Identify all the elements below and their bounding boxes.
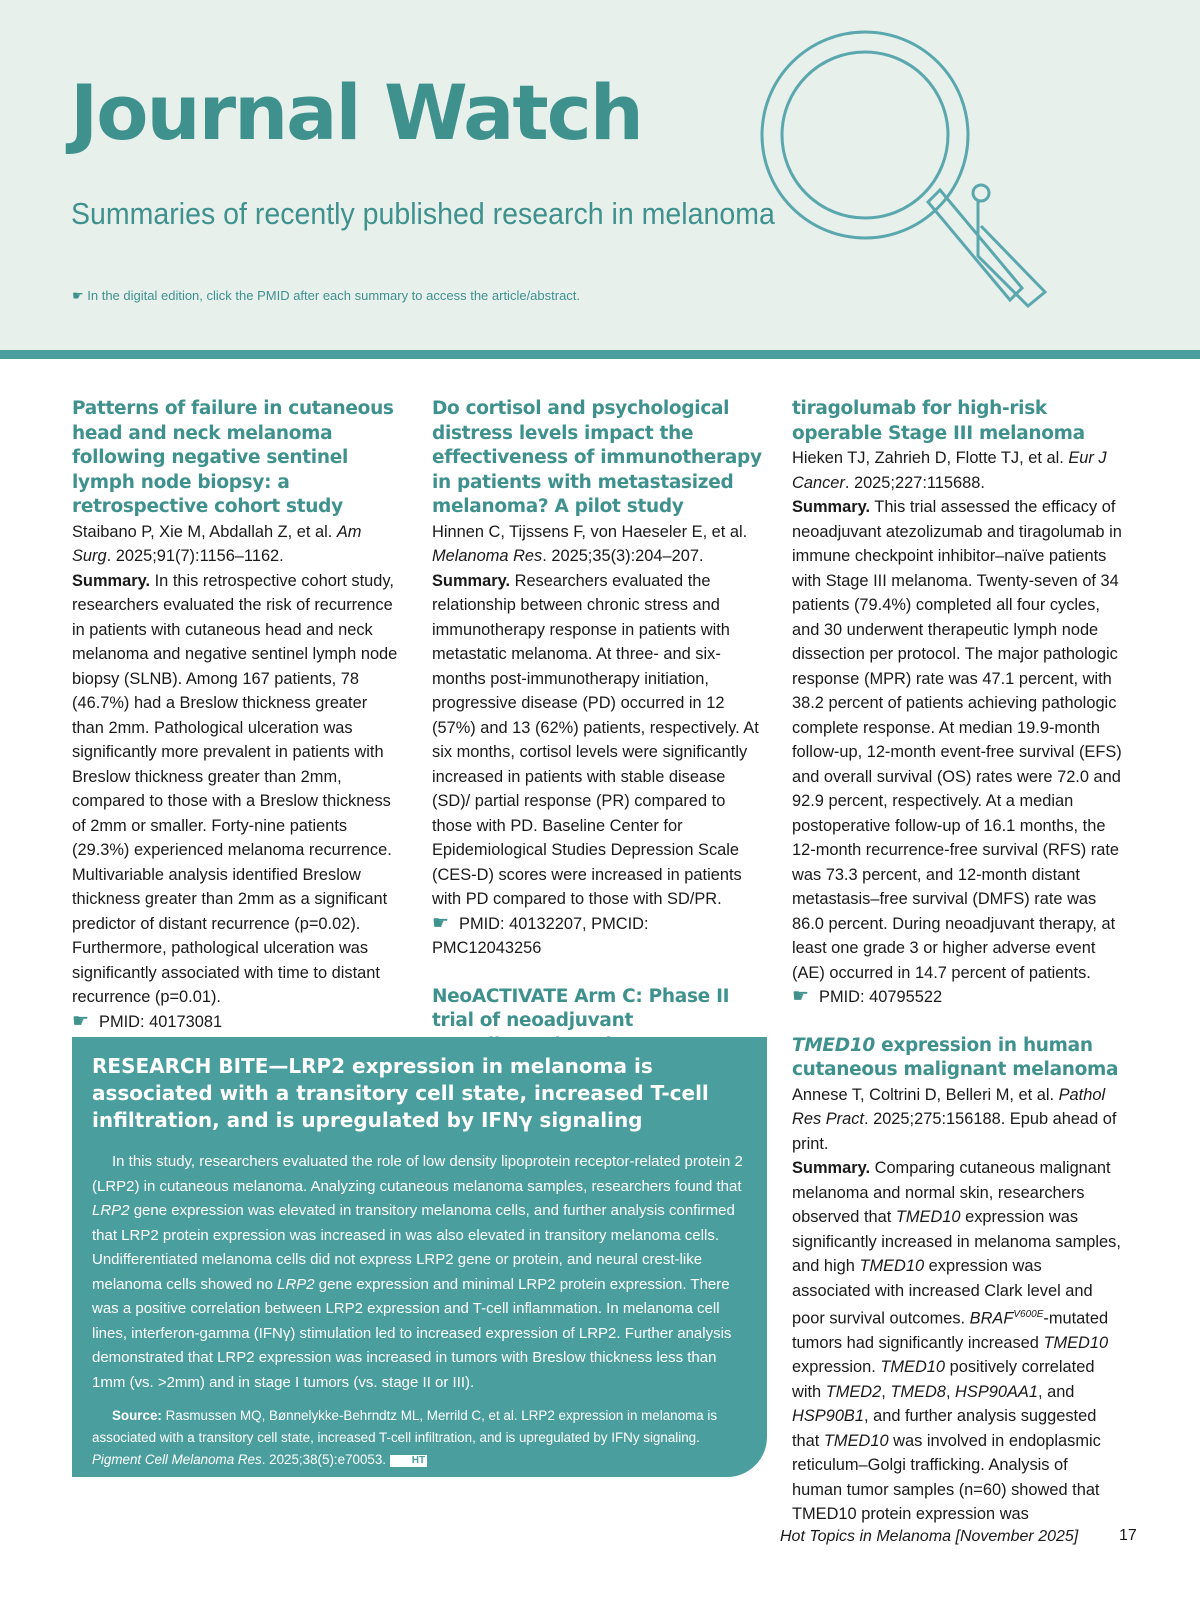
gene-name: LRP2 xyxy=(277,1275,315,1293)
gene-name: TMED10 xyxy=(792,1034,875,1056)
summary-text: , and further analysis suggested that xyxy=(792,1407,1097,1450)
article-cortisol-distress xyxy=(432,397,762,961)
footer-publication: Hot Topics in Melanoma [November 2025] xyxy=(780,1528,1079,1545)
research-bite-paragraph: In this study, researchers evaluated the role of low density lipoprotein receptor-related protein 2 (LRP2) in cutaneous melanoma. Analyzing cutaneous melanoma samples, researchers found that xyxy=(92,1153,743,1195)
article-journal: Melanoma Res xyxy=(432,547,543,565)
column-1 xyxy=(72,397,402,1034)
research-bite-paragraph: gene expression and minimal LRP2 protein expression. There was a positive correlation between LRP2 expression and T-cell inflammation. In melanoma cell lines, interferon-gamma (IFNγ) stimulation led to increased expression of LRP2. Further analysis demonstrated that LRP2 expression was increased in tumors with Breslow thickness less than 1mm (vs. >2mm) and in stage I tumors (vs. stage II or III). xyxy=(92,1275,732,1391)
source-details: . 2025;38(5):e70053. xyxy=(261,1452,390,1467)
summary-text: expression was associated with increased Clark level and poor survival outcomes. xyxy=(792,1257,1093,1328)
summary-text: positively correlated with xyxy=(792,1358,1095,1401)
summary-label: Summary. xyxy=(432,571,511,590)
article-citation-details: . 2025;275:156188. Epub ahead of print. xyxy=(792,1110,1117,1153)
summary-text: was involved in endoplasmic reticulum–Golgi trafficking. Analysis of human tumor samples (n=60) showed that TMED10 protein expression was xyxy=(792,1431,1101,1524)
summary-text: , and xyxy=(1037,1382,1075,1401)
gene-name: LRP2 xyxy=(92,1202,130,1219)
summary-label: Summary. xyxy=(792,498,871,516)
article-title-neoactivate-part1: NeoACTIVATE Arm C: Phase II trial of neoadjuvant xyxy=(432,985,730,1031)
page-subtitle: Summaries of recently published research in melanoma xyxy=(71,196,775,231)
article-journal: Am Surg xyxy=(72,522,362,565)
summary-text: , xyxy=(945,1382,956,1401)
article-citation-details: . 2025;227:115688. xyxy=(844,473,985,492)
pmid-link[interactable] xyxy=(432,912,762,961)
gene-name: TMED2 xyxy=(825,1382,882,1401)
pmid-text: PMID: 40132207, PMCID: PMC12043256 xyxy=(432,914,649,957)
pointing-hand-icon: ☛ xyxy=(72,1010,90,1032)
article-journal: Pathol Res Pract xyxy=(792,1085,1106,1128)
pmid-link[interactable] xyxy=(792,985,1122,1010)
summary-text: Comparing cutaneous malignant melanoma and normal skin, researchers observed that xyxy=(792,1159,1111,1226)
article-title-neoactivate-part2: tiragolumab for high-risk operable Stage III melanoma xyxy=(792,398,1085,444)
article-citation xyxy=(792,446,1122,495)
pmid-text: PMID: 40795522 xyxy=(819,988,943,1006)
article-authors: Hinnen C, Tijssens F, von Haeseler E, et al. xyxy=(432,522,748,541)
article-citation-details: . 2025;91(7):1156–1162. xyxy=(106,547,284,565)
research-bite-text xyxy=(92,1150,747,1395)
magnifying-glass-icon xyxy=(760,30,1090,330)
summary-text: Researchers evaluated the relationship between chronic stress and immunotherapy response in patients with metastatic melanoma. At three- and six-months post-immunotherapy initiation, progressive disease (PD) occurred in 12 (57%) and 13 (62%) patients, respectively. At six months, cortisol levels were significantly increased in patients with stable disease (SD)/ partial response (PR) compared to those with PD. Baseline Center for Epidemiological Studies Depression Scale (CES-D) scores were increased in patients with PD compared to those with SD/PR. xyxy=(432,571,759,908)
digital-edition-note: ☛ In the digital edition, click the PMID after each summary to access the article/abstract. xyxy=(72,288,581,303)
gene-name: TMED10 xyxy=(880,1358,946,1377)
gene-variant: V600E xyxy=(1013,1309,1044,1320)
page-number: 17 xyxy=(1119,1527,1137,1544)
source-text: Rasmussen MQ, Bønnelykke-Behrndtz ML, Merrild C, et al. LRP2 expression in melanoma is associated with a transitory cell state, increased T-cell infiltration, and is upregulated by IFNy signaling. xyxy=(92,1408,718,1445)
gene-name: HSP90AA1 xyxy=(955,1382,1038,1401)
gene-name: TMED10 xyxy=(823,1431,889,1450)
article-summary xyxy=(432,569,762,912)
article-patterns-of-failure xyxy=(72,397,402,1034)
summary-text: In this retrospective cohort study, researchers evaluated the risk of recurrence in patients with cutaneous head and neck melanoma and negative sentinel lymph node biopsy (SLNB). Among 167 patients, 78 (46.7%) had a Breslow thickness greater than 2mm. Pathological ulceration was significantly more prevalent in patients with Breslow thickness greater than 2mm, compared to those with a Breslow thickness of 2mm or smaller. Forty-nine patients (29.3%) experienced melanoma recurrence. Multivariable analysis identified Breslow thickness greater than 2mm as a significant predictor of distant recurrence (p=0.02). Furthermore, pathological ulceration was significantly associated with time to distant recurrence (p=0.01). xyxy=(72,571,398,1006)
column-2 xyxy=(432,397,762,1058)
summary-text: This trial assessed the efficacy of neoadjuvant atezolizumab and tiragolumab in immune checkpoint inhibitor–naïve patients with Stage III melanoma. Twenty-seven of 34 patients (79.4%) completed all four cycles, and 30 underwent therapeutic lymph node dissection per protocol. The major pathologic response (MPR) rate was 47.1 percent, with 38.2 percent of patients achieving pathologic complete response. At median 19.9-month follow-up, 12-month event-free survival (EFS) and overall survival (OS) rates were 72.0 and 92.9 percent, respectively. At a median postoperative follow-up of 16.1 months, the 12-month recurrence-free survival (RFS) rate was 73.3 percent, and 12-month distant metastasis–free survival (DMFS) rate was 86.0 percent. During neoadjuvant therapy, at least one grade 3 or higher adverse event (AE) occurred in 14.7 percent of patients. xyxy=(792,498,1122,982)
article-summary xyxy=(72,569,402,1010)
gene-name: BRAF xyxy=(969,1309,1014,1328)
hot-topics-badge: HT xyxy=(390,1455,427,1467)
source-label: Source: xyxy=(112,1408,162,1423)
article-title: Do cortisol and psychological distress levels impact the effectiveness of immunotherapy in patients with metastasized melanoma? A pilot study xyxy=(432,398,762,517)
gene-name: TMED10 xyxy=(1043,1333,1109,1352)
pointing-hand-icon: ☛ xyxy=(432,912,450,934)
research-bite-source xyxy=(92,1405,747,1471)
pmid-text: PMID: 40173081 xyxy=(99,1012,223,1031)
column-3 xyxy=(792,397,1122,1527)
pointing-hand-icon: ☛ xyxy=(792,986,810,1007)
article-title-text: expression in human cutaneous malignant melanoma xyxy=(792,1034,1119,1080)
article-journal: Eur J Cancer xyxy=(792,449,1107,492)
summary-label: Summary. xyxy=(792,1159,871,1177)
gene-name: HSP90B1 xyxy=(792,1407,864,1426)
article-neoactivate-continued xyxy=(792,397,1122,1010)
pmid-link[interactable] xyxy=(72,1010,402,1035)
article-authors: Annese T, Coltrini D, Belleri M, et al. xyxy=(792,1085,1059,1104)
header-divider xyxy=(0,350,1200,359)
article-title xyxy=(792,1034,1122,1083)
research-bite-box xyxy=(72,1037,767,1477)
article-citation xyxy=(792,1083,1122,1157)
article-authors: Hieken TJ, Zahrieh D, Flotte TJ, et al. xyxy=(792,449,1069,467)
gene-name: TMED8 xyxy=(890,1382,946,1401)
article-citation xyxy=(432,520,762,569)
article-tmed10 xyxy=(792,1034,1122,1527)
article-summary xyxy=(792,495,1122,985)
article-citation xyxy=(72,520,402,569)
research-bite-title: RESEARCH BITE—LRP2 expression in melanoma is associated with a transitory cell state, increased T-cell infiltration, and is upregulated by IFNγ signaling xyxy=(92,1054,709,1132)
gene-name: TMED10 xyxy=(895,1208,961,1226)
article-title: Patterns of failure in cutaneous head and neck melanoma following negative sentinel lymph node biopsy: a retrospective cohort study xyxy=(72,398,394,517)
page-title: Journal Watch xyxy=(70,68,642,157)
summary-label: Summary. xyxy=(72,571,151,590)
article-summary xyxy=(792,1156,1122,1527)
article-citation-details: . 2025;35(3):204–207. xyxy=(542,547,704,565)
summary-text: expression. xyxy=(792,1358,881,1377)
page-header xyxy=(0,0,1200,350)
summary-text: , xyxy=(881,1382,891,1401)
article-authors: Staibano P, Xie M, Abdallah Z, et al. xyxy=(72,522,337,541)
summary-text: expression was significantly increased in melanoma samples, and high xyxy=(792,1208,1121,1275)
source-journal: Pigment Cell Melanoma Res xyxy=(92,1452,262,1467)
gene-name: TMED10 xyxy=(859,1257,925,1275)
research-bite-paragraph: gene expression was elevated in transitory melanoma cells, and further analysis confirmed that LRP2 protein expression was increased in was also elevated in transitory melanoma cells. Undifferentiated melanoma cells did not express LRP2 gene or protein, and neural crest-like melanoma cells showed no xyxy=(92,1202,735,1293)
summary-text: -mutated tumors had significantly increased xyxy=(792,1309,1109,1352)
